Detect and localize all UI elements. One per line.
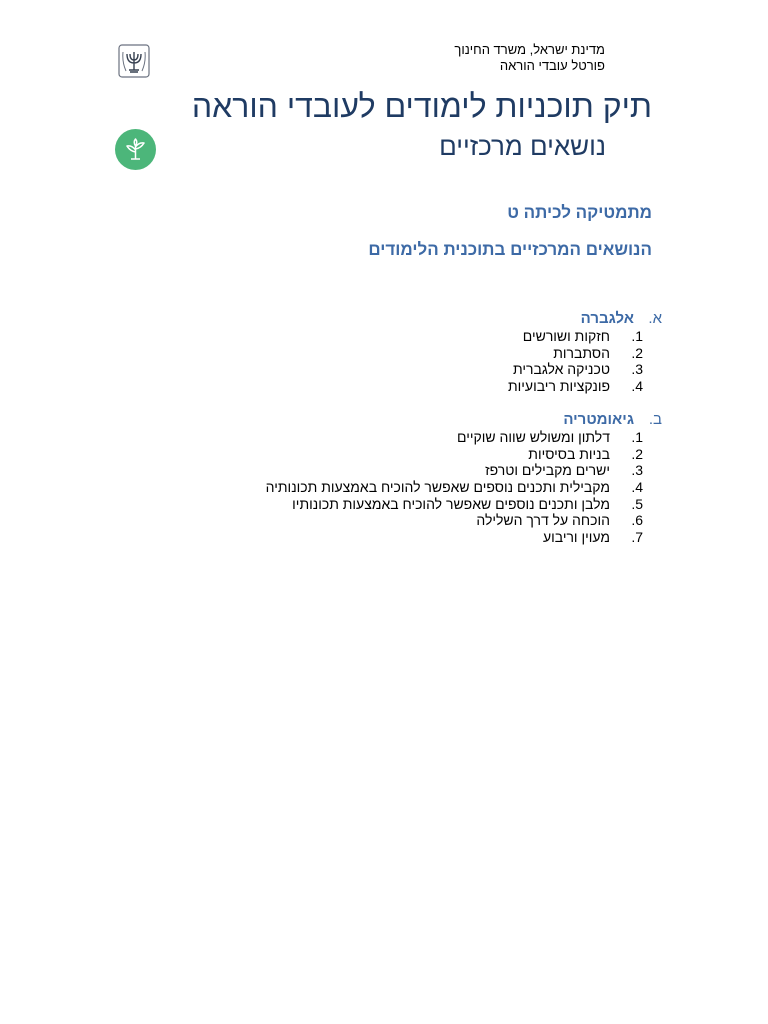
item-text: פונקציות ריבועיות	[507, 378, 610, 395]
item-number: 1.	[631, 429, 643, 445]
item-number: 6.	[631, 512, 643, 529]
item-text: מעוין וריבוע	[542, 529, 610, 546]
item-number: 2.	[631, 445, 643, 462]
item-number: 7.	[631, 529, 643, 546]
item-number: 1.	[631, 328, 643, 344]
section-title: גיאומטריה	[563, 411, 634, 428]
section-geometry	[150, 411, 662, 546]
list-item	[150, 496, 662, 513]
item-text: דלתון ומשולש שווה שוקיים	[457, 429, 610, 445]
item-number: 3.	[631, 462, 643, 479]
item-number: 2.	[631, 344, 643, 361]
portal-name: פורטל עובדי הוראה	[499, 58, 605, 73]
item-number: 3.	[631, 361, 643, 378]
item-text: טכניקה אלגברית	[512, 361, 610, 378]
list-item	[150, 429, 662, 446]
item-text: הסתברות	[553, 344, 610, 361]
item-number: 4.	[631, 479, 643, 496]
list-item	[150, 446, 662, 463]
list-item	[150, 512, 662, 529]
leaf-badge-icon	[115, 129, 156, 170]
list-item	[150, 361, 662, 378]
list-item	[150, 529, 662, 546]
page-title: תיק תוכניות לימודים לעובדי הוראה	[191, 88, 652, 124]
section-title: אלגברה	[580, 310, 634, 327]
list-item	[150, 328, 662, 345]
page-subtitle: נושאים מרכזיים	[439, 131, 606, 161]
item-text: מקבילית ותכנים נוספים שאפשר להוכיח באמצעות תכונותיה	[265, 479, 610, 496]
list-item	[150, 462, 662, 479]
item-number: 4.	[631, 378, 643, 395]
section-header	[150, 411, 662, 429]
list-item	[150, 378, 662, 395]
item-text: הוכחה על דרך השלילה	[476, 512, 610, 529]
item-text: בניות בסיסיות	[528, 445, 610, 462]
list-item	[150, 345, 662, 362]
section-letter: א.	[648, 310, 662, 327]
section-header	[150, 310, 662, 328]
item-number: 5.	[631, 495, 643, 512]
item-text: ישרים מקבילים וטרפז	[485, 462, 610, 479]
section-letter: ב.	[648, 411, 662, 428]
list-item	[150, 479, 662, 496]
organization-header	[380, 42, 605, 74]
menorah-emblem-icon	[118, 44, 150, 78]
item-text: חזקות ושורשים	[522, 328, 610, 344]
section-algebra	[150, 310, 662, 395]
subject-heading: מתמטיקה לכיתה ט	[507, 203, 652, 222]
organization-name: מדינת ישראל, משרד החינוך	[454, 42, 605, 57]
item-text: מלבן ותכנים נוספים שאפשר להוכיח באמצעות תכונותיו	[292, 495, 610, 512]
topics-heading: הנושאים המרכזיים בתוכנית הלימודים	[368, 240, 652, 259]
